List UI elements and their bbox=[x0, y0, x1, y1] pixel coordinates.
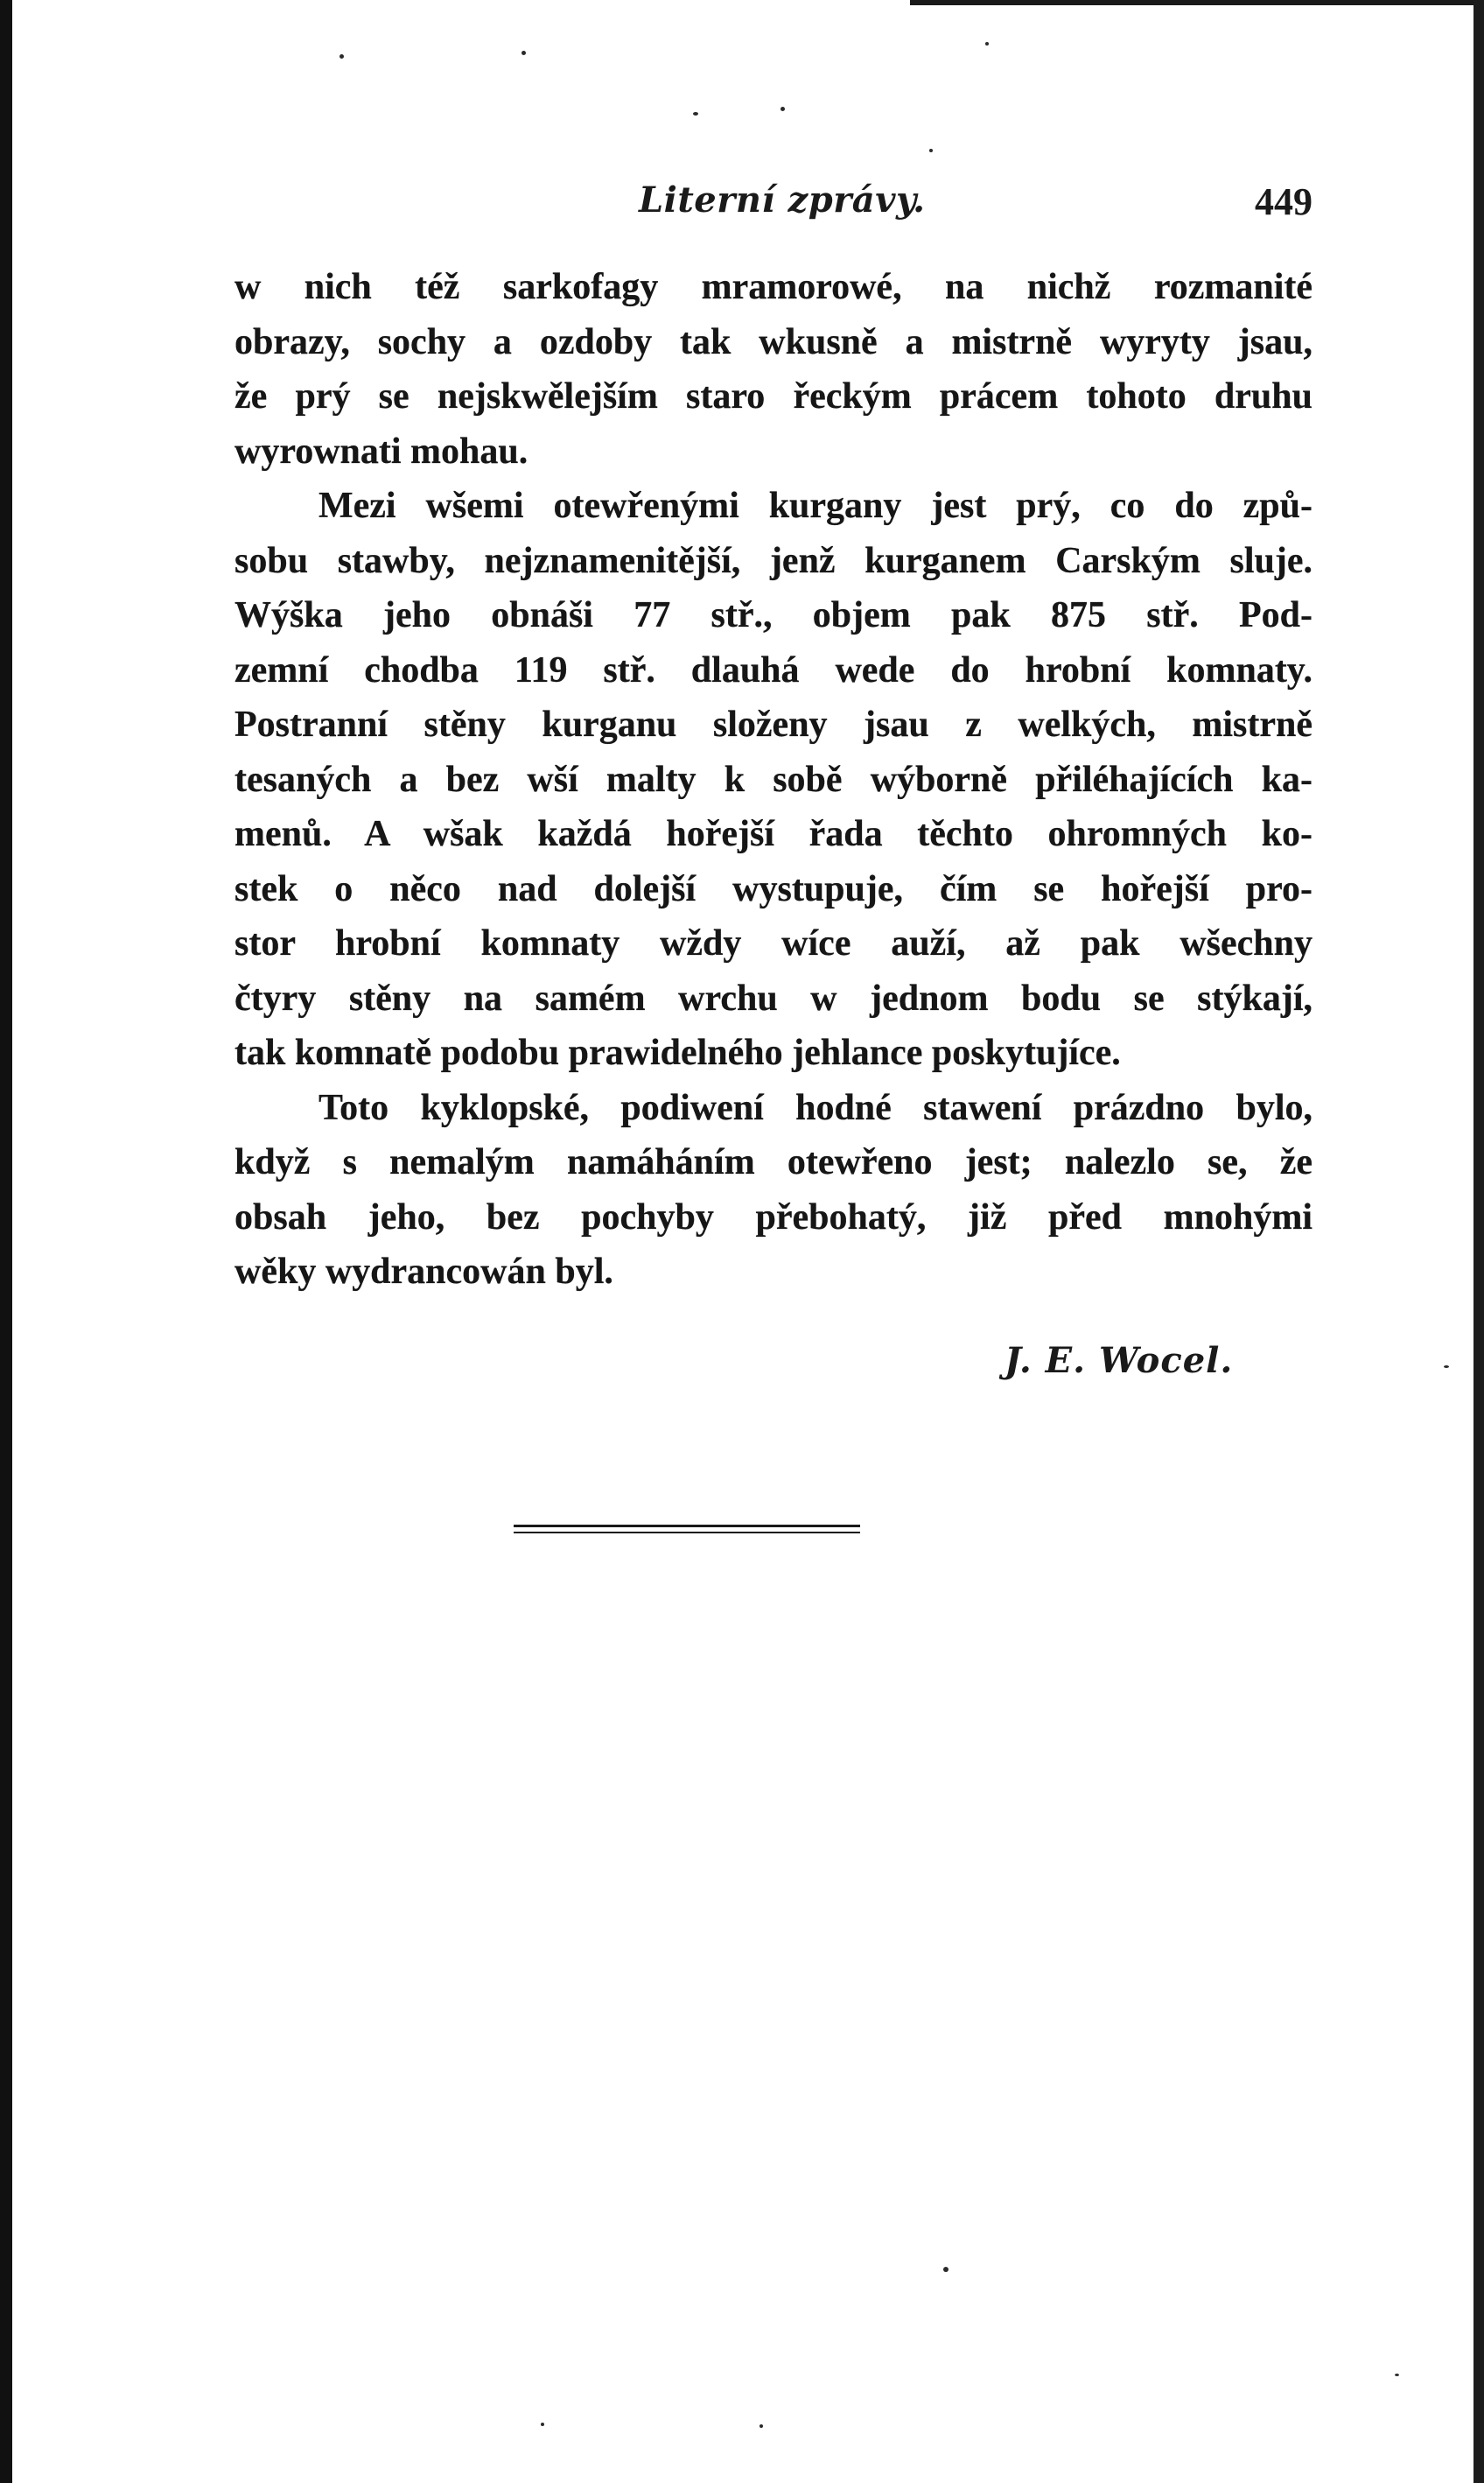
scan-speck bbox=[1395, 2374, 1399, 2376]
text-line: stor hrobní komnaty wždy wíce auží, až pak wšechny bbox=[234, 923, 1312, 964]
text-line: když s nemalým namáháním otewřeno jest; nalezlo se, že bbox=[234, 1142, 1312, 1182]
author-signature: J. E. Wocel. bbox=[1004, 1340, 1234, 1381]
text-line: že prý se nejskwělejším staro řeckým prácem tohoto druhu bbox=[234, 376, 1312, 417]
running-head: Literní zprávy. bbox=[639, 179, 926, 221]
scan-speck bbox=[985, 42, 989, 46]
text-line: wěky wydrancowán byl. bbox=[234, 1252, 613, 1292]
page-edge-right bbox=[1474, 0, 1484, 2483]
body-text bbox=[234, 260, 1312, 1300]
text-line: Toto kyklopské, podiwení hodné stawení prázdno bylo, bbox=[318, 1087, 1312, 1128]
text-line: obsah jeho, bez pochyby přebohatý, již před mnohými bbox=[234, 1196, 1312, 1238]
scan-speck bbox=[522, 51, 526, 55]
page-edge-top bbox=[910, 0, 1484, 5]
text-line: Wýška jeho obnáši 77 stř., objem pak 875 stř. Pod- bbox=[234, 595, 1312, 635]
text-line: Postranní stěny kurganu složeny jsau z welkých, mistrně bbox=[234, 705, 1312, 745]
text-line: čtyry stěny na samém wrchu w jednom bodu se stýkají, bbox=[234, 978, 1312, 1019]
text-line: sobu stawby, nejznamenitější, jenž kurganem Carským sluje. bbox=[234, 540, 1312, 581]
book-spine-shadow bbox=[0, 0, 12, 2483]
section-divider bbox=[514, 1525, 860, 1527]
scan-speck bbox=[1444, 1365, 1449, 1368]
text-line: obrazy, sochy a ozdoby tak wkusně a mistrně wyryty jsau, bbox=[234, 321, 1312, 362]
text-line: tak komnatě podobu prawidelného jehlance poskytujíce. bbox=[234, 1033, 1121, 1073]
page-number: 449 bbox=[1255, 180, 1312, 223]
text-line: wyrownati mohau. bbox=[234, 431, 528, 472]
scan-speck bbox=[943, 2267, 948, 2272]
text-line: zemní chodba 119 stř. dlauhá wede do hrobní komnaty. bbox=[234, 649, 1312, 691]
scan-speck bbox=[693, 112, 698, 116]
scan-speck bbox=[780, 107, 785, 111]
section-divider bbox=[514, 1532, 860, 1533]
text-line: w nich též sarkofagy mramorowé, na nichž rozmanité bbox=[234, 267, 1312, 307]
scan-speck bbox=[541, 2423, 544, 2426]
text-line: stek o něco nad dolejší wystupuje, čím se hořejší pro- bbox=[234, 868, 1312, 909]
text-line: menů. A wšak každá hořejší řada těchto ohromných ko- bbox=[234, 814, 1312, 854]
scan-speck bbox=[340, 54, 344, 59]
text-line: tesaných a bez wší malty k sobě wýborně přiléhajících ka- bbox=[234, 759, 1312, 800]
page-header bbox=[234, 179, 1312, 232]
scan-speck bbox=[929, 149, 933, 152]
text-line: Mezi wšemi otewřenými kurgany jest prý, co do způ- bbox=[318, 486, 1312, 526]
scan-speck bbox=[760, 2424, 763, 2428]
